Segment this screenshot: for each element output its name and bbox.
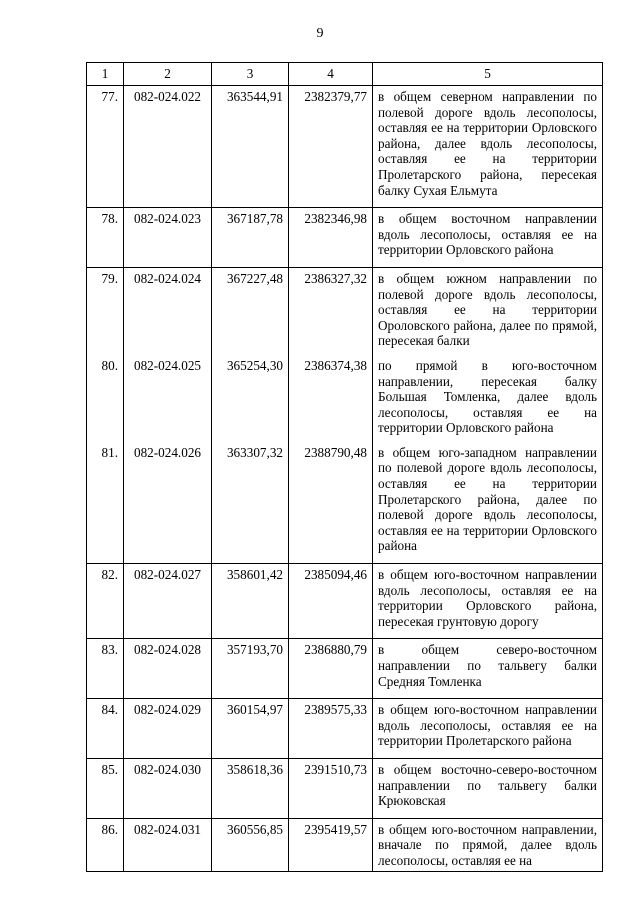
point-code: 082-024.025	[124, 355, 212, 442]
coordinate-y: 2386880,79	[289, 639, 373, 699]
point-code: 082-024.023	[124, 208, 212, 268]
row-number: 85.	[87, 758, 124, 818]
coordinate-x: 360556,85	[212, 818, 289, 871]
column-header-3: 3	[212, 63, 289, 86]
table-row	[87, 699, 603, 759]
point-code: 082-024.029	[124, 699, 212, 759]
column-header-4: 4	[289, 63, 373, 86]
boundary-description: в общем юго-восточном направлении, вначале по прямой, далее вдоль лесополосы, оставляя ее на	[373, 818, 603, 871]
table-row	[87, 639, 603, 699]
coordinate-y: 2386327,32	[289, 267, 373, 354]
boundary-points-table	[86, 62, 603, 872]
boundary-description: в общем северо-восточном направлении по тальвегу балки Средняя Томленка	[373, 639, 603, 699]
coordinate-y: 2391510,73	[289, 758, 373, 818]
row-number: 83.	[87, 639, 124, 699]
row-number: 84.	[87, 699, 124, 759]
page-number: 9	[316, 26, 324, 41]
column-header-5: 5	[373, 63, 603, 86]
coordinate-x: 360154,97	[212, 699, 289, 759]
boundary-description: по прямой в юго-восточном направлении, пересекая балку Большая Томленка, далее вдоль лесополосы, оставляя ее на территории Орловского района	[373, 355, 603, 442]
boundary-description: в общем юго-западном направлении по полевой дороге вдоль лесополосы, оставляя ее на территории Пролетарского района, далее по полевой дороге вдоль лесополосы, оставляя ее на территории Орловского района	[373, 442, 603, 564]
coordinate-x: 363544,91	[212, 86, 289, 208]
boundary-description: в общем юго-восточном направлении вдоль лесополосы, оставляя ее на территории Пролетарского района	[373, 699, 603, 759]
row-number: 78.	[87, 208, 124, 268]
point-code: 082-024.022	[124, 86, 212, 208]
coordinate-y: 2382346,98	[289, 208, 373, 268]
row-number: 86.	[87, 818, 124, 871]
table-header-row	[87, 63, 603, 86]
row-number: 79.	[87, 267, 124, 354]
table-row	[87, 442, 603, 564]
table-row	[87, 818, 603, 871]
table-row	[87, 86, 603, 208]
point-code: 082-024.027	[124, 564, 212, 639]
coordinate-y: 2395419,57	[289, 818, 373, 871]
point-code: 082-024.031	[124, 818, 212, 871]
table-row	[87, 267, 603, 354]
boundary-description: в общем восточном направлении вдоль лесополосы, оставляя ее на территории Орловского района	[373, 208, 603, 268]
point-code: 082-024.026	[124, 442, 212, 564]
coordinate-y: 2388790,48	[289, 442, 373, 564]
table-row	[87, 564, 603, 639]
coordinate-x: 358601,42	[212, 564, 289, 639]
coordinate-x: 363307,32	[212, 442, 289, 564]
boundary-description: в общем восточно-северо-восточном направлении по тальвегу балки Крюковская	[373, 758, 603, 818]
row-number: 82.	[87, 564, 124, 639]
point-code: 082-024.030	[124, 758, 212, 818]
coordinate-y: 2386374,38	[289, 355, 373, 442]
table-row	[87, 208, 603, 268]
column-header-2: 2	[124, 63, 212, 86]
row-number: 81.	[87, 442, 124, 564]
column-header-1: 1	[87, 63, 124, 86]
row-number: 80.	[87, 355, 124, 442]
boundary-description: в общем северном направлении по полевой дороге вдоль лесополосы, оставляя ее на территории Орловского района, далее вдоль лесополосы, оставляя ее на территории Пролетарского района, пересекая балку Сухая Ельмута	[373, 86, 603, 208]
coordinate-x: 365254,30	[212, 355, 289, 442]
table-row	[87, 758, 603, 818]
coordinate-y: 2382379,77	[289, 86, 373, 208]
coordinate-y: 2385094,46	[289, 564, 373, 639]
point-code: 082-024.024	[124, 267, 212, 354]
coordinate-x: 358618,36	[212, 758, 289, 818]
coordinate-x: 367227,48	[212, 267, 289, 354]
coordinate-x: 357193,70	[212, 639, 289, 699]
boundary-description: в общем юго-восточном направлении вдоль лесополосы, оставляя ее на территории Орловского района, пересекая грунтовую дорогу	[373, 564, 603, 639]
boundary-description: в общем южном направлении по полевой дороге вдоль лесополосы, оставляя ее на территории Ороловского района, далее по прямой, пересекая балки	[373, 267, 603, 354]
point-code: 082-024.028	[124, 639, 212, 699]
coordinate-y: 2389575,33	[289, 699, 373, 759]
table-row	[87, 355, 603, 442]
row-number: 77.	[87, 86, 124, 208]
coordinate-x: 367187,78	[212, 208, 289, 268]
